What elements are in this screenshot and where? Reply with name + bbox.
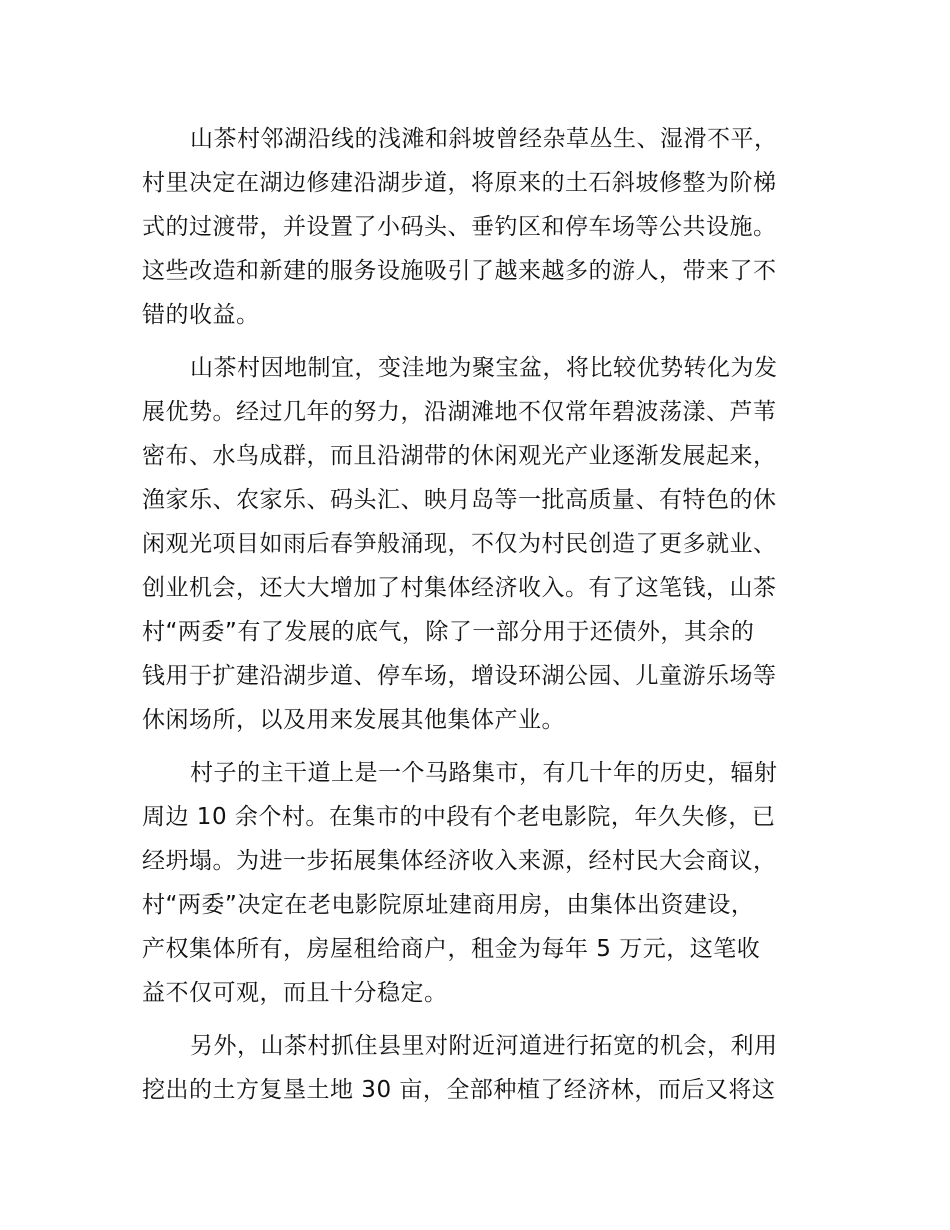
text-line: 渔家乐、农家乐、码头汇、映月岛等一批高质量、有特色的休 [142, 487, 777, 513]
paragraph-land-reclamation [142, 1024, 810, 1112]
text-line: 挖出的土方复垦土地 30 亩，全部种植了经济林，而后又将这 [142, 1077, 776, 1103]
text-line: 休闲场所，以及用来发展其他集体产业。 [142, 707, 565, 733]
text-line: 错的收益。 [142, 302, 260, 328]
text-line: 经坍塌。为进一步拓展集体经济收入来源，经村民大会商议， [142, 848, 777, 874]
text-line: 山茶村因地制宜，变洼地为聚宝盆，将比较优势转化为发 [190, 355, 778, 381]
text-line: 密布、水鸟成群，而且沿湖带的休闲观光产业逐渐发展起来， [142, 443, 777, 469]
paragraph-tourism-industry [142, 346, 810, 742]
text-line: 创业机会，还大大增加了村集体经济收入。有了这笔钱，山茶 [142, 575, 777, 601]
text-line: 村子的主干道上是一个马路集市，有几十年的历史，辐射 [190, 760, 778, 786]
text-line: 这些改造和新建的服务设施吸引了越来越多的游人，带来了不 [142, 258, 777, 284]
text-line: 另外，山茶村抓住县里对附近河道进行拓宽的机会，利用 [190, 1033, 778, 1059]
text-line: 钱用于扩建沿湖步道、停车场，增设环湖公园、儿童游乐场等 [142, 663, 777, 689]
text-line: 村里决定在湖边修建沿湖步道，将原来的土石斜坡修整为阶梯 [142, 170, 777, 196]
text-line: 益不仅可观，而且十分稳定。 [142, 980, 448, 1006]
paragraph-lakeside-trail [142, 117, 810, 337]
document-body [142, 117, 810, 1121]
text-line: 展优势。经过几年的努力，沿湖滩地不仅常年碧波荡漾、芦苇 [142, 399, 777, 425]
text-line: 山茶村邻湖沿线的浅滩和斜坡曾经杂草丛生、湿滑不平， [190, 126, 778, 152]
text-line: 周边 10 余个村。在集市的中段有个老电影院，年久失修，已 [142, 804, 776, 830]
text-line: 式的过渡带，并设置了小码头、垂钓区和停车场等公共设施。 [142, 214, 777, 240]
paragraph-market-property [142, 751, 810, 1015]
text-line: 闲观光项目如雨后春笋般涌现，不仅为村民创造了更多就业、 [142, 531, 777, 557]
text-line: 村“两委”决定在老电影院原址建商用房，由集体出资建设， [142, 892, 755, 918]
text-line: 产权集体所有，房屋租给商户，租金为每年 5 万元，这笔收 [142, 936, 761, 962]
text-line: 村“两委”有了发展的底气，除了一部分用于还债外，其余的 [142, 619, 755, 645]
